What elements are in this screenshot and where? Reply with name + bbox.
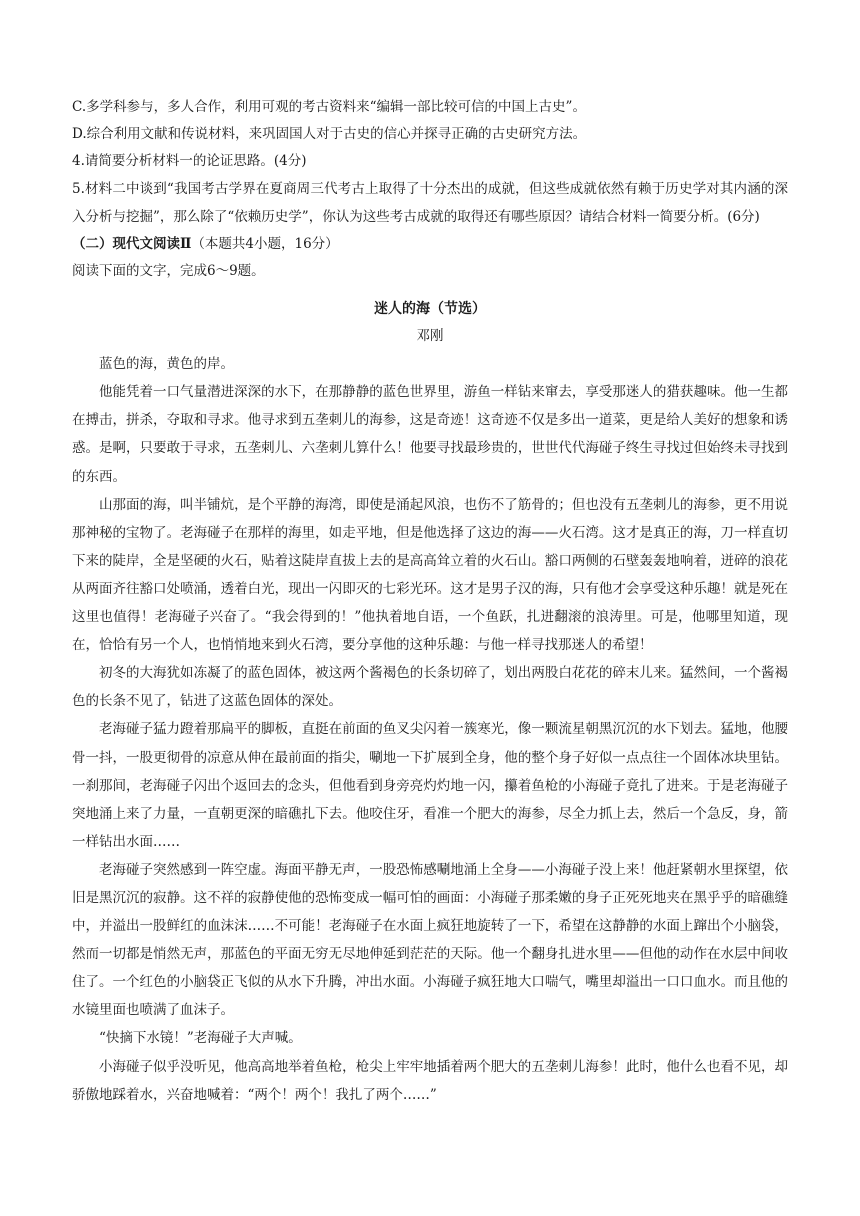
section-heading <box>72 231 788 258</box>
question-5: 5.材料二中谈到“我国考古学界在夏商周三代考古上取得了十分杰出的成就，但这些成就依然有赖于历史学对其内涵的深入分析与挖掘”，那么除了“依赖历史学”，你认为这些考古成就的取得还有哪些原因？请结合材料一简要分析。(6分) <box>72 181 788 226</box>
article-paragraph: 初冬的大海犹如冻凝了的蓝色固体，被这两个酱褐色的长条切碎了，划出两股白花花的碎末儿来。猛然间，一个酱褐色的长条不见了，钻进了这蓝色固体的深处。 <box>72 665 788 710</box>
article-title: 迷人的海（节选） <box>374 301 486 318</box>
section-instruction: 阅读下面的文字，完成6～9题。 <box>72 263 265 280</box>
article-author: 邓刚 <box>416 328 444 345</box>
document-page <box>72 94 788 1109</box>
article-paragraph: 老海碰子突然感到一阵空虚。海面平静无声，一股恐怖感唰地涌上全身——小海碰子没上来！他赶紧朝水里探望，依旧是黑沉沉的寂静。这不祥的寂静使他的恐怖变成一幅可怕的画面：小海碰子那柔嫩的身子正死死地夹在黑乎乎的暗礁缝中，并溢出一股鲜红的血沫沫……不可能！老海碰子在水面上疯狂地旋转了一下，希望在这静静的水面上蹿出个小脑袋，然而一切都是悄然无声，那蓝色的平面无穷无尽地伸延到茫茫的天际。他一个翻身扎进水里——但他的动作在水层中间收住了。一个红色的小脑袋正飞似的从水下升腾，冲出水面。小海碰子疯狂地大口喘气，嘴里却溢出一口口血水。而且他的水镜里面也喷满了血沫子。 <box>72 861 788 1019</box>
section-note: （本题共4小题，16分） <box>191 236 339 253</box>
section-heading-text: （二）现代文阅读Ⅱ <box>72 236 192 253</box>
article-paragraph: 小海碰子似乎没听见，他高高地举着鱼枪，枪尖上牢牢地插着两个肥大的五垄刺儿海参！此时，他什么也看不见，却骄傲地踩着水，兴奋地喊着：“两个！两个！我扎了两个……” <box>72 1058 788 1103</box>
article-paragraph: 山那面的海，叫半铺炕，是个平静的海湾，即使是涌起风浪，也伤不了筋骨的；但也没有五垄刺儿的海参，更不用说那神秘的宝物了。老海碰子在那样的海里，如走平地，但是他选择了这边的海——火石湾。这才是真正的海，刀一样直切下来的陡岸，全是坚硬的火石，贴着这陡岸直拔上去的是高高耸立着的火石山。豁口两侧的石壁轰轰地响着，迸碎的浪花从两面齐往豁口处喷涌，透着白光，现出一闪即灭的七彩光环。这才是男子汉的海，只有他才会享受这种乐趣！就是死在这里也值得！老海碰子兴奋了。“我会得到的！”他执着地自语，一个鱼跃，扎进翻滚的浪涛里。可是，他哪里知道，现在，恰恰有另一个人，也悄悄地来到火石湾，要分享他的这种乐趣：与他一样寻找那迷人的希望！ <box>72 496 788 654</box>
article-paragraph: 老海碰子猛力蹬着那扁平的脚板，直挺在前面的鱼叉尖闪着一簇寒光，像一颗流星朝黑沉沉的水下划去。猛地，他腰骨一抖，一股更彻骨的凉意从伸在最前面的指尖，唰地一下扩展到全身，他的整个身子好似一点点往一个固体冰块里钻。一刹那间，老海碰子闪出个返回去的念头，但他看到身旁亮灼灼地一闪，攥着鱼枪的小海碰子竟扎了进来。于是老海碰子突地涌上来了力量，一直朝更深的暗礁扎下去。他咬住牙，看准一个肥大的海参，尽全力抓上去，然后一个急反，身，箭一样钻出水面…… <box>72 721 788 850</box>
article-paragraph: 他能凭着一口气量潜进深深的水下，在那静静的蓝色世界里，游鱼一样钻来窜去，享受那迷人的猎获趣味。他一生都在搏击，拼杀，夺取和寻求。他寻求到五垄刺儿的海参，这是奇迹！这奇迹不仅是多出一道菜，更是给人美好的想象和诱惑。是啊，只要敢于寻求，五垄刺儿、六垄刺儿算什么！他要寻找最珍贵的，世世代代海碰子终生寻找过但始终未寻找到的东西。 <box>72 384 788 485</box>
option-c: C.多学科参与，多人合作，利用可观的考古资料来“编辑一部比较可信的中国上古史”。 <box>72 99 586 115</box>
question-4: 4.请简要分析材料一的论证思路。(4分) <box>72 153 307 169</box>
option-d: D.综合利用文献和传说材料，来巩固国人对于古史的信心并探寻正确的古史研究方法。 <box>72 126 587 142</box>
article-paragraph: “快摘下水镜！”老海碰子大声喊。 <box>99 1030 302 1047</box>
article-paragraph: 蓝色的海，黄色的岸。 <box>99 356 234 373</box>
